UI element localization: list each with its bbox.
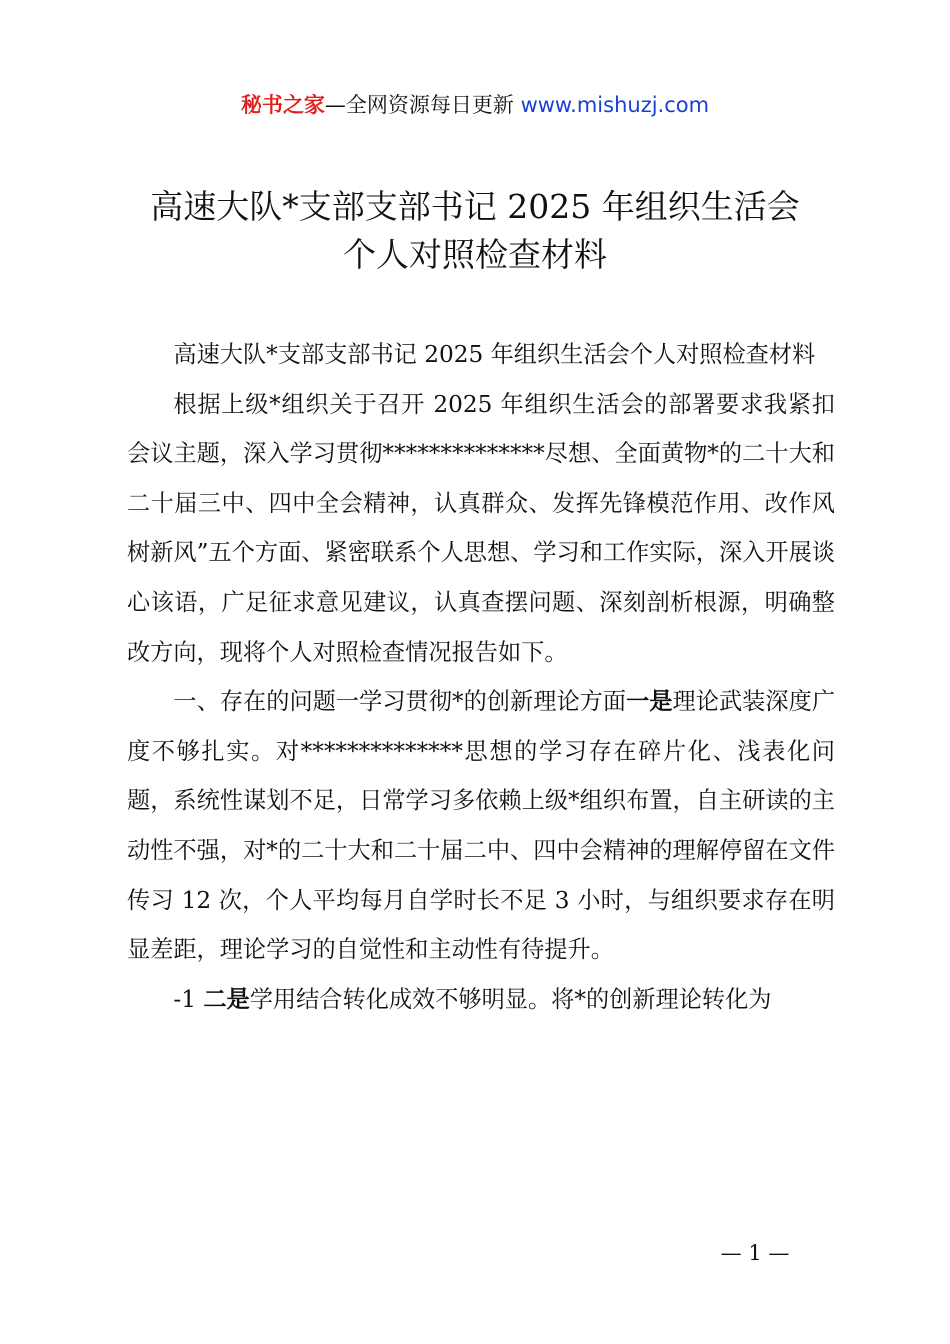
point-label-second: 二是 [203,985,250,1013]
stray-mark: -1 [173,985,204,1013]
document-title-line-2: 个人对照检查材料 [343,235,607,274]
page-number: — 1 — [720,1241,790,1265]
paragraph-problem-two [127,975,835,1025]
site-url-link[interactable]: www.mishuzj.com [520,93,710,117]
site-slogan: —全网资源每日更新 [324,93,521,117]
paragraph-subtitle: 高速大队*支部支部书记 2025 年组织生活会个人对照检查材料 [173,341,816,368]
site-brand: 秘书之家 [240,93,325,117]
document-title [0,183,950,279]
point-text-first: 理论武装深度广度不够扎实。对**************思想的学习存在碎片化、浅表化问题，系统性谋划不足，日常学习多依赖上级*组织布置，自主研读的主动性不强，对*的二十大和二十届二中、四中会精神的理解停留在文件传习 12 次，个人平均每月自学时长不足 3 小时，与组织要求存在明显差距，理论学习的自觉性和主动性有待提升。 [127,688,836,964]
point-text-second: 学用结合转化成效不够明显。将*的创新理论转化为 [249,985,772,1013]
document-body [127,330,835,1024]
section-heading: 一、存在的问题一学习贯彻*的创新理论方面 [173,688,627,716]
document-title-line-1: 高速大队*支部支部书记 2025 年组织生活会 [150,187,800,226]
paragraph-introduction: 根据上级*组织关于召开 2025 年组织生活会的部署要求我紧扣会议主题，深入学习贯彻**************尽想、全面黄物*的二十大和二十届三中、四中全会精神，认真群众、发挥先锋模范作用、改作风树新风”五个方面、紧密联系个人思想、学习和工作实际，深入开展谈心该语，广足征求意见建议，认真查摆问题、深刻剖析根源，明确整改方向，现将个人对照检查情况报告如下。 [127,390,835,666]
site-header [0,90,950,120]
paragraph-problem-one [127,677,835,975]
point-label-first: 一是 [626,688,673,716]
